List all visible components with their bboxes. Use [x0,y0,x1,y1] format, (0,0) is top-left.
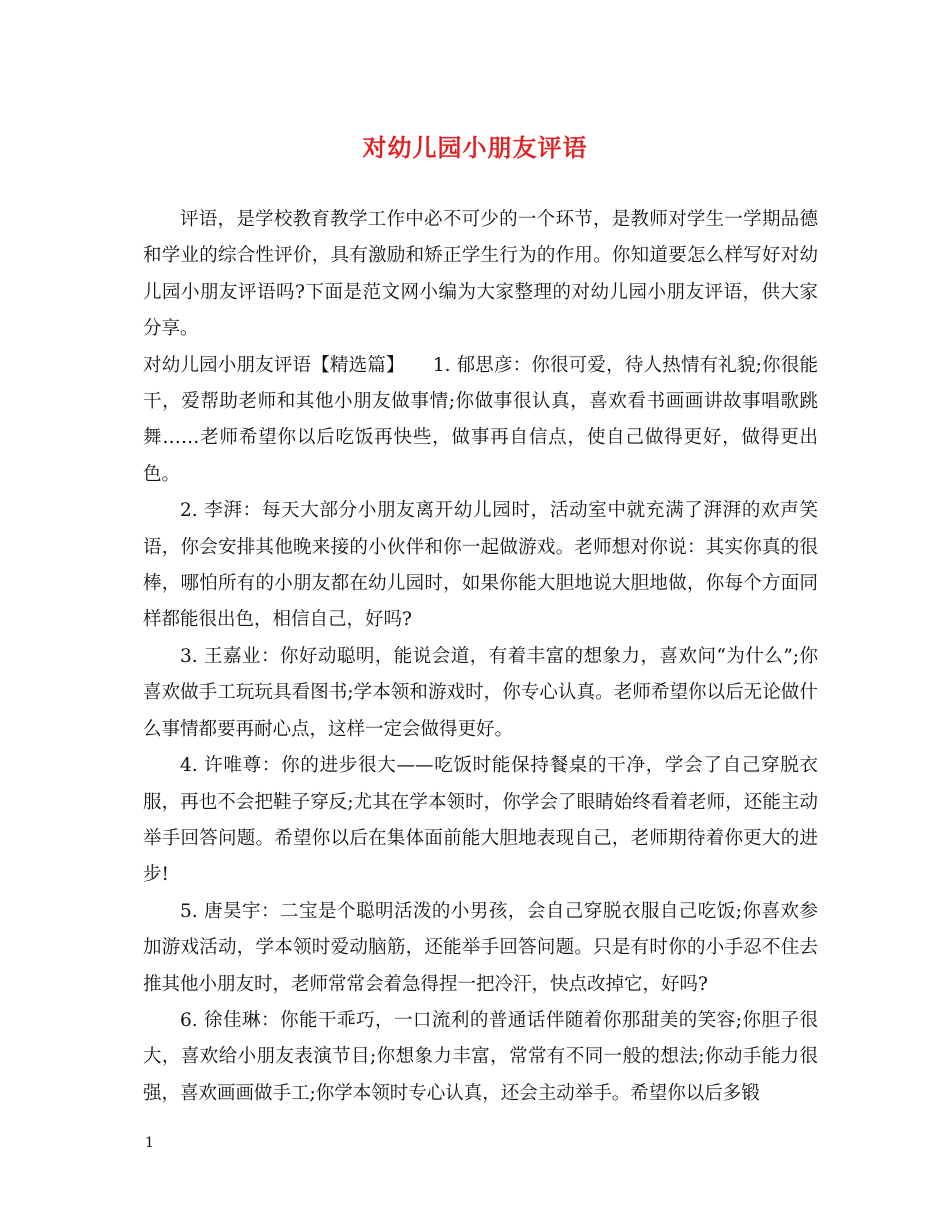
paragraph-item-2: 2. 李湃：每天大部分小朋友离开幼儿园时，活动室中就充满了湃湃的欢声笑语，你会安排其他晚来接的小伙伴和你一起做游戏。老师想对你说：其实你真的很棒，哪怕所有的小朋友都在幼儿园时，如果你能大胆地说大胆地做，你每个方面同样都能很出色，相信自己，好吗? [143,500,818,631]
document-body [143,202,818,1112]
page-number: 1 [145,1135,154,1151]
paragraph-section-heading-and-item-1: 对幼儿园小朋友评语【精选篇】 1. 郁思彦：你很可爱，待人热情有礼貌;你很能干，爱帮助老师和其他小朋友做事情;你做事很认真，喜欢看书画画讲故事唱歌跳舞……老师希望你以后吃饭再快些，做事再自信点，使自己做得更好，做得更出色。 [143,354,818,485]
document-title: 对幼儿园小朋友评语 [362,133,588,162]
paragraph-item-5: 5. 唐昊宇：二宝是个聪明活泼的小男孩，会自己穿脱衣服自己吃饭;你喜欢参加游戏活动，学本领时爱动脑筋，还能举手回答问题。只是有时你的小手忍不住去推其他小朋友时，老师常常会着急得捏一把冷汗，快点改掉它，好吗? [143,900,818,995]
paragraph-item-6: 6. 徐佳琳：你能干乖巧，一口流利的普通话伴随着你那甜美的笑容;你胆子很大，喜欢给小朋友表演节目;你想象力丰富，常常有不同一般的想法;你动手能力很强，喜欢画画做手工;你学本领时专心认真，还会主动举手。希望你以后多锻 [143,1009,818,1104]
intro-paragraph: 评语，是学校教育教学工作中必不可少的一个环节，是教师对学生一学期品德和学业的综合性评价，具有激励和矫正学生行为的作用。你知道要怎么样写好对幼儿园小朋友评语吗?下面是范文网小编为大家整理的对幼儿园小朋友评语，供大家分享。 [143,209,818,340]
paragraph-item-3: 3. 王嘉业：你好动聪明，能说会道，有着丰富的想象力，喜欢问“为什么”;你喜欢做手工玩玩具看图书;学本领和游戏时，你专心认真。老师希望你以后无论做什么事情都要再耐心点，这样一定会做得更好。 [143,645,818,740]
paragraph-item-4: 4. 许唯尊：你的进步很大——吃饭时能保持餐桌的干净，学会了自己穿脱衣服，再也不会把鞋子穿反;尤其在学本领时，你学会了眼睛始终看着老师，还能主动举手回答问题。希望你以后在集体面前能大胆地表现自己，老师期待着你更大的进步! [143,755,818,886]
